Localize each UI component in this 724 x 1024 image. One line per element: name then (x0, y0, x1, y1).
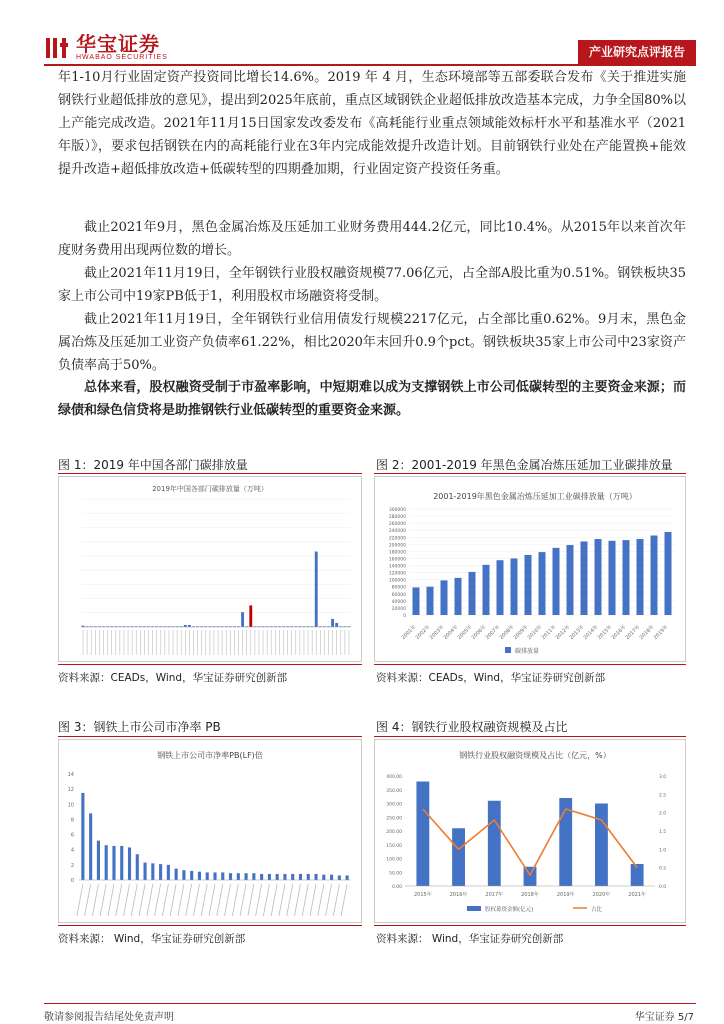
x-tick-label (100, 884, 106, 916)
bar (497, 560, 504, 615)
bar (190, 871, 193, 880)
bar (249, 605, 252, 627)
footer-page-info: 华宝证券 5/7 (634, 1012, 694, 1023)
bar (188, 625, 191, 627)
bar (331, 619, 334, 627)
bar (335, 623, 338, 627)
x-tick-label (209, 884, 215, 916)
y-tick-label: 4 (70, 847, 74, 854)
page-header (0, 0, 724, 66)
chart-title: 钢铁上市公司市净率PB(LF)倍 (157, 751, 263, 760)
bar (105, 845, 108, 880)
bar (623, 540, 630, 615)
bar (299, 874, 302, 880)
fig2-source: 资料来源：CEADs，Wind，华宝证券研究创新部 (376, 672, 606, 684)
fig1-title: 图 1：2019 年中国各部门碳排放量 (58, 458, 248, 472)
bar (276, 874, 279, 880)
y-tick-label: 120000 (388, 571, 406, 577)
bar (469, 572, 476, 615)
x-tick-label: 2017年 (624, 624, 642, 641)
chart-title: 2001-2019年黑色金属冶炼压延加工业碳排放量（万吨） (433, 492, 637, 501)
bar (539, 552, 546, 615)
x-tick-label: 2018年 (638, 624, 656, 641)
x-tick-label (139, 884, 145, 916)
x-tick-label: 2007年 (484, 624, 502, 641)
x-tick-label (147, 884, 153, 916)
y-tick-label-left: 400.00 (386, 775, 402, 780)
fig2-chart (374, 476, 686, 662)
bar (651, 536, 658, 616)
paragraph-3-text: 截止2021年11月19日，全年钢铁行业股权融资规模77.06亿元，占全部A股比重为0.51%。钢铁板块35家上市公司中19家PB低于1，利用股权市场融资将受制。 (58, 266, 686, 304)
x-tick-label: 2018年 (521, 892, 539, 898)
bar (291, 874, 294, 880)
x-tick-label (162, 884, 168, 916)
chart-title: 钢铁行业股权融资规模及占比（亿元，%） (459, 751, 611, 760)
fig3-chart (58, 739, 362, 923)
x-tick-label (271, 884, 277, 916)
bar (314, 874, 317, 880)
x-tick-label (294, 884, 300, 916)
x-tick-label (178, 884, 184, 916)
y-tick-label-left: 300.00 (386, 802, 402, 808)
bar (213, 872, 216, 880)
y-tick-label: 260000 (388, 522, 406, 528)
y-tick-label-left: 150.00 (386, 843, 402, 849)
y-tick-label-right: 2.0 (659, 811, 667, 817)
bar (151, 863, 154, 880)
y-tick-label-left: 250.00 (386, 816, 402, 822)
paragraph-summary-text: 总体来看，股权融资受制于市盈率影响，中短期难以成为支撑钢铁上市公司低碳转型的主要资金来源；而绿债和绿色信贷将是助推钢铁行业低碳转型的重要资金来源。 (58, 380, 686, 418)
y-tick-label-right: 3.0 (659, 775, 667, 780)
y-tick-label: 100000 (388, 578, 406, 584)
fig1-chart (58, 476, 362, 662)
x-tick-label: 2014年 (582, 624, 600, 641)
x-tick-label (116, 884, 122, 916)
x-tick-label: 2015年 (413, 892, 432, 898)
bar (346, 875, 349, 880)
bar (567, 545, 574, 615)
x-tick-label (155, 884, 161, 916)
paragraph-1-text: 年1-10月行业固定资产投资同比增长14.6%。2019 年 4 月，生态环境部等五部委联合发布《关于推进实施钢铁行业超低排放的意见》，提出到2025年底前，重点区域钢铁企业超低排放改造基本完成，力争全国80%以上产能完成改造。2021年11月15日国家发改委发布《高耗能行业重点领域能效标杆水平和基准水平（2021年版）》，要求包括钢铁在内的高耗能行业在3年内完成能效提升改造计划。目前钢铁行业处在产能置换+能效提升改造+超低排放改造+低碳转型的四期叠加期，行业固定资产投资任务重。 (58, 70, 686, 177)
y-tick-label: 6 (70, 832, 74, 839)
x-tick-label (186, 884, 192, 916)
bar (268, 874, 271, 880)
y-tick-label-right: 0.0 (659, 885, 667, 890)
fig4-source: 资料来源： Wind，华宝证券研究创新部 (376, 933, 564, 945)
bar (307, 874, 310, 880)
x-tick-label (341, 884, 347, 916)
logo-cn: 华宝证券 (76, 32, 160, 56)
fig4-title: 图 4：钢铁行业股权融资规模及占比 (376, 720, 568, 734)
x-tick-label (318, 884, 324, 916)
y-tick-label-left: 100.00 (386, 857, 402, 863)
x-tick-label: 2019年 (652, 624, 670, 641)
x-tick-label (279, 884, 285, 916)
report-type-tag: 产业研究点评报告 (578, 40, 696, 64)
x-tick-label (287, 884, 293, 916)
fig3-source: 资料来源： Wind，华宝证券研究创新部 (58, 933, 246, 945)
paragraph-2 (58, 216, 686, 262)
y-tick-label: 80000 (391, 585, 406, 591)
bar (136, 854, 139, 880)
bar (97, 841, 100, 880)
y-tick-label-right: 1.5 (659, 830, 667, 835)
bar (455, 578, 462, 615)
bar (206, 872, 209, 880)
bar (330, 875, 333, 880)
bar (283, 874, 286, 880)
y-tick-label-right: 2.5 (659, 793, 667, 799)
company-logo (44, 34, 168, 61)
x-tick-label (108, 884, 114, 916)
x-tick-label: 2020年 (592, 892, 611, 898)
bar (128, 847, 131, 880)
bar (511, 558, 518, 615)
legend-label-line: 占比 (591, 907, 603, 913)
fig4-chart (374, 739, 686, 923)
x-tick-label (240, 884, 246, 916)
y-tick-label-right: 0.5 (659, 866, 667, 872)
bar (637, 539, 644, 615)
bar (452, 828, 465, 886)
bar (184, 625, 187, 627)
y-tick-label: 220000 (388, 536, 406, 542)
x-tick-label (131, 884, 137, 916)
y-tick-label-right: 1.0 (659, 848, 667, 854)
fig1-source: 资料来源：CEADs，Wind，华宝证券研究创新部 (58, 672, 288, 684)
bar (198, 872, 201, 880)
x-tick-label: 2001年 (400, 624, 418, 641)
bar (112, 846, 115, 880)
x-tick-label: 2004年 (442, 624, 460, 641)
bar (315, 552, 318, 627)
y-tick-label: 60000 (391, 592, 406, 598)
x-tick-label (256, 884, 262, 916)
paragraph-3 (58, 262, 686, 308)
bar (525, 555, 532, 615)
x-tick-label (92, 884, 98, 916)
x-tick-label: 2013年 (568, 624, 586, 641)
y-tick-label: 200000 (388, 543, 406, 549)
x-tick-label (225, 884, 231, 916)
paragraph-4-text: 截止2021年11月19日，全年钢铁行业信用债发行规模2217亿元，占全部比重0.62%。9月末，黑色金属冶炼及压延加工业资产负债率61.22%，相比2020年末回升0.9个pct。钢铁板块35家上市公司中23家资产负债率高于50%。 (58, 312, 686, 373)
y-tick-label: 0 (403, 614, 406, 619)
legend-label: 碳排放量 (515, 648, 540, 655)
x-tick-label: 2011年 (540, 624, 558, 641)
bar (322, 875, 325, 880)
x-tick-label: 2017年 (485, 892, 504, 898)
bar (441, 580, 448, 615)
x-tick-label: 2015年 (596, 624, 614, 641)
y-tick-label: 8 (70, 817, 74, 824)
bar (237, 873, 240, 880)
x-tick-label (326, 884, 332, 916)
x-tick-label: 2008年 (498, 624, 516, 641)
y-tick-label: 140000 (388, 564, 406, 570)
x-tick-label (124, 884, 130, 916)
x-tick-label (263, 884, 269, 916)
x-tick-label (217, 884, 223, 916)
x-tick-label: 2016年 (449, 892, 468, 898)
y-tick-label: 10 (67, 802, 74, 809)
paragraph-2-text: 截止2021年9月，黑色金属冶炼及压延加工业财务费用444.2亿元，同比10.4%。从2015年以来首次年度财务费用出现两位数的增长。 (58, 220, 686, 258)
logo-en: HWABAO SECURITIES (76, 54, 168, 61)
bar (175, 869, 178, 880)
bar (167, 865, 170, 880)
y-tick-label-left: 50.00 (389, 871, 402, 877)
footer-divider (44, 1003, 696, 1004)
x-tick-label: 2021年 (628, 892, 647, 898)
legend-swatch (505, 647, 511, 653)
logo-icon (44, 35, 70, 61)
bar (252, 873, 255, 880)
x-tick-label: 2006年 (470, 624, 488, 641)
x-tick-label (333, 884, 339, 916)
x-tick-label (85, 884, 91, 916)
bar (595, 539, 602, 615)
x-tick-label: 2002年 (414, 624, 432, 641)
bar (338, 875, 341, 880)
x-tick-label: 2003年 (428, 624, 446, 641)
bar (413, 587, 420, 615)
y-tick-label-left: 200.00 (386, 830, 402, 835)
bar (241, 612, 244, 627)
bar (182, 870, 185, 880)
bar (81, 793, 84, 880)
fig3-title: 图 3：钢铁上市公司市净率 PB (58, 720, 221, 734)
y-tick-label: 180000 (388, 550, 406, 556)
legend-label-bar: 股权募资金额(亿元) (485, 907, 534, 913)
x-tick-label: 2010年 (526, 624, 544, 641)
y-tick-label-left: 350.00 (386, 788, 402, 794)
footer-disclaimer: 敬请参阅报告结尾处免责声明 (44, 1012, 174, 1023)
bar (229, 873, 232, 880)
x-tick-label (170, 884, 176, 916)
y-tick-label: 20000 (391, 606, 406, 612)
bar (416, 782, 429, 887)
bar (483, 565, 490, 615)
y-tick-label: 0 (70, 878, 74, 884)
y-tick-label: 40000 (391, 599, 406, 605)
x-tick-label (310, 884, 316, 916)
y-tick-label: 12 (67, 787, 74, 794)
legend-swatch-bar (467, 906, 481, 911)
y-tick-label: 2 (70, 862, 74, 869)
x-tick-label (232, 884, 238, 916)
y-tick-label: 14 (67, 772, 74, 778)
bar (120, 846, 123, 880)
paragraph-4 (58, 308, 686, 377)
bar (609, 541, 616, 615)
x-tick-label: 2016年 (610, 624, 628, 641)
paragraph-1 (58, 66, 686, 181)
bar (89, 813, 92, 880)
fig2-title: 图 2：2001-2019 年黑色金属冶炼压延加工业碳排放量 (376, 458, 673, 472)
bar (159, 864, 162, 880)
x-tick-label (193, 884, 199, 916)
x-tick-label: 2009年 (512, 624, 530, 641)
paragraph-summary (58, 376, 686, 422)
bar (144, 863, 147, 880)
bar (488, 801, 501, 886)
x-tick-label: 2019年 (556, 892, 575, 898)
bar (221, 872, 224, 880)
chart-title: 2019年中国各部门碳排放量（万吨） (152, 485, 268, 493)
bar (665, 532, 672, 615)
bar (245, 873, 248, 880)
x-tick-label (302, 884, 308, 916)
bar (581, 542, 588, 615)
bar (595, 804, 608, 887)
x-tick-label (248, 884, 254, 916)
bar (553, 548, 560, 615)
x-tick-label: 2012年 (554, 624, 572, 641)
x-tick-label: 2005年 (456, 624, 474, 641)
y-tick-label-left: 0.00 (391, 885, 402, 890)
y-tick-label: 300000 (388, 508, 406, 513)
x-tick-label (77, 884, 83, 916)
y-tick-label: 160000 (388, 557, 406, 563)
bar (427, 587, 434, 615)
y-tick-label: 280000 (388, 515, 406, 521)
y-tick-label: 240000 (388, 529, 406, 535)
bar (260, 874, 263, 880)
x-tick-label (201, 884, 207, 916)
